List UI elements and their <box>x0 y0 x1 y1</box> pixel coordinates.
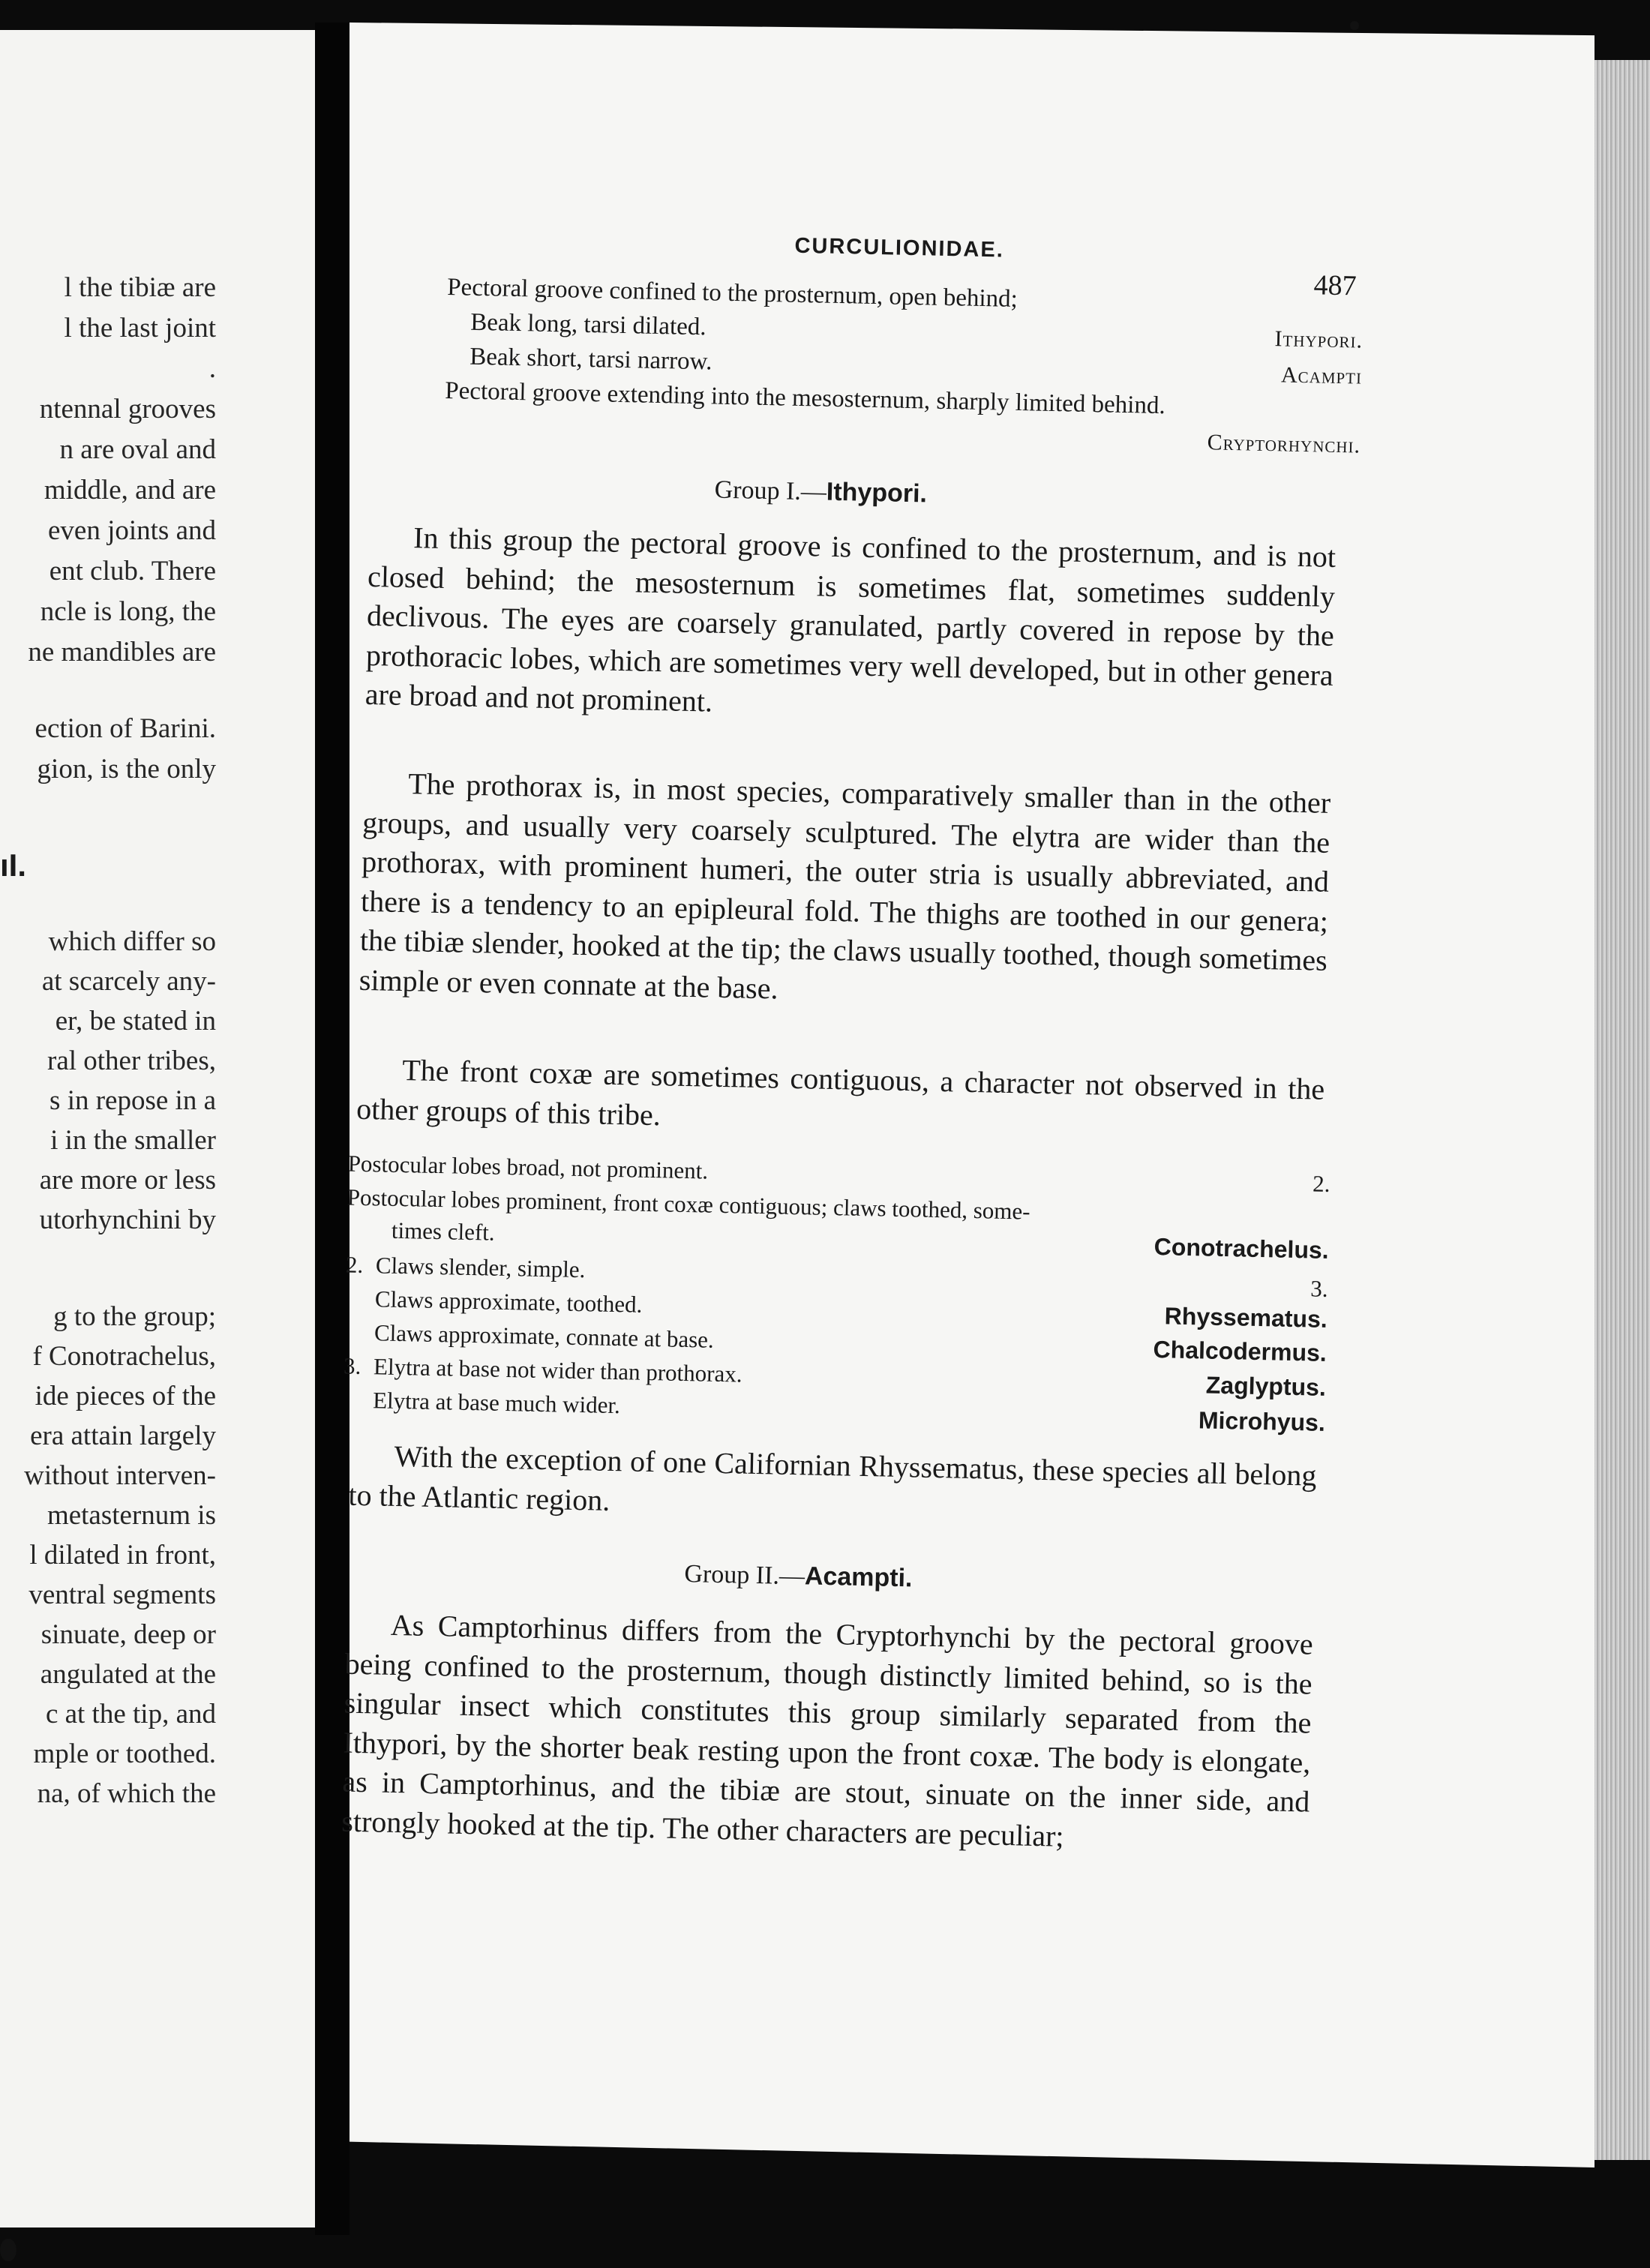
key-line: Elytra at base not wider than prothorax. <box>373 1353 742 1388</box>
left-line: ide pieces of the <box>34 1381 216 1412</box>
running-title: CURCULIONIDAE. <box>794 233 1005 262</box>
paragraph: The front coxæ are sometimes contiguous, a character not observed in the other groups of this tribe. <box>356 1053 1325 1132</box>
left-line: i in the smaller <box>50 1125 216 1156</box>
key-result: Ithypori. <box>1274 326 1364 353</box>
left-line: l dilated in front, <box>29 1540 216 1570</box>
book-gutter <box>315 22 350 2235</box>
key-result: Cryptorhynchi. <box>1207 430 1361 458</box>
left-line: at scarcely any- <box>41 966 216 997</box>
left-line: mple or toothed. <box>33 1738 216 1769</box>
scan-speck <box>0 2239 16 2261</box>
group-prefix: Group I.— <box>714 476 827 506</box>
key-line: Pectoral groove extending into the mesosternum, sharply limited behind. <box>445 377 1166 420</box>
key-number: 2. <box>345 1251 364 1278</box>
left-line: n are oval and <box>59 434 216 465</box>
key-line: Beak short, tarsi narrow. <box>469 343 712 376</box>
left-line: f Conotrachelus, <box>32 1341 216 1372</box>
left-line: without interven- <box>24 1460 216 1491</box>
key-line: Beak long, tarsi dilated. <box>470 308 706 341</box>
left-line: metasternum is <box>46 1500 216 1531</box>
left-line: ent club. There <box>49 556 216 586</box>
left-line: ntennal grooves <box>39 394 216 424</box>
left-heading: ıI. <box>0 848 27 883</box>
left-line: even joints and <box>47 515 216 546</box>
paragraph: As Camptorhinus differs from the Cryptorhynchi by the pectoral groove being confined to the prosternum, though distinctly limited behind, so is the singular insect which constitutes this group similarly separated from the Ithypori, by the shorter beak resting upon the front coxæ. The body is elongate, as in Camptorhinus, and the tibiæ are stout, sinuate on the inner side, and strongly hooked at the tip. The other characters are peculiar; <box>340 1607 1314 1853</box>
group-prefix: Group II.— <box>684 1560 806 1591</box>
group-name: Acampti. <box>804 1562 913 1593</box>
group-title <box>684 1559 913 1593</box>
paragraph: In this group the pectoral groove is confined to the prosternum, and is not closed behind; the mesosternum is sometimes flat, sometimes suddenly declivous. The eyes are coarsely granulated, partly covered in repose by the prothoracic lobes, which are sometimes very well developed, but in other genera are broad and not prominent. <box>364 520 1336 718</box>
scan-speck <box>1350 21 1359 30</box>
key-line: Claws approximate, connate at base. <box>374 1319 715 1353</box>
left-line: ncle is long, the <box>40 596 216 627</box>
key-line: times cleft. <box>391 1216 496 1246</box>
key-line: Postocular lobes prominent, front coxæ contiguous; claws toothed, some- <box>346 1184 1030 1225</box>
left-line: na, of which the <box>37 1778 216 1809</box>
paragraph: The prothorax is, in most species, comparatively smaller than in the other groups, and usually very coarsely sculptured. The elytra are wider than the prothorax, with prominent humeri, the outer stria is usually abbreviated, and there is a tendency to an epipleural fold. The thighs are toothed in our genera; the tibiæ slender, hooked at the tip; the claws usually toothed, though sometimes simple or even connate at the base. <box>358 766 1331 1005</box>
left-line: era attain largely <box>30 1420 216 1451</box>
left-line: s in repose in a <box>50 1085 216 1116</box>
left-line: l the tibiæ are <box>64 272 216 303</box>
left-line: gion, is the only <box>37 754 216 784</box>
key-result: 2. <box>1312 1170 1330 1197</box>
left-line: . <box>208 353 216 384</box>
left-line: c at the tip, and <box>45 1699 216 1730</box>
group-name: Ithypori. <box>826 477 928 508</box>
genus-name: Conotrachelus. <box>1154 1233 1330 1264</box>
genus-name: Rhyssematus. <box>1164 1302 1328 1333</box>
left-line: utorhynchini by <box>39 1204 216 1235</box>
genus-name: Microhyus. <box>1198 1406 1326 1436</box>
key-line: Postocular lobes broad, not prominent. <box>347 1150 709 1184</box>
key-result: 3. <box>1310 1275 1328 1302</box>
left-line: ne mandibles are <box>28 637 216 668</box>
left-line: ventral segments <box>28 1580 216 1610</box>
left-line: sinuate, deep or <box>40 1619 216 1650</box>
key-number: 3. <box>343 1352 362 1379</box>
key-line: Claws approximate, toothed. <box>374 1286 643 1318</box>
left-line: ection of Barini. <box>34 713 216 744</box>
left-line: g to the group; <box>53 1301 216 1332</box>
page-number: 487 <box>1313 269 1358 302</box>
left-facing-page <box>0 30 315 2228</box>
key-result: Acampti <box>1280 362 1363 389</box>
page-edge <box>1594 60 1650 2160</box>
left-line: ral other tribes, <box>47 1046 216 1076</box>
left-line: l the last joint <box>64 313 216 344</box>
group-title <box>714 476 927 509</box>
left-line: which differ so <box>48 926 216 957</box>
genus-name: Chalcodermus. <box>1153 1336 1328 1366</box>
left-line: middle, and are <box>44 475 216 506</box>
left-line: are more or less <box>39 1165 216 1196</box>
paragraph: With the exception of one Californian Rhyssematus, these species all belong to the Atlantic region. <box>348 1438 1317 1517</box>
left-line: angulated at the <box>40 1659 216 1690</box>
key-line: Claws slender, simple. <box>375 1252 586 1283</box>
key-line: Elytra at base much wider. <box>372 1387 621 1419</box>
key-line: Pectoral groove confined to the prosternum, open behind; <box>446 274 1018 313</box>
left-line: er, be stated in <box>55 1006 216 1036</box>
genus-name: Zaglyptus. <box>1205 1371 1327 1401</box>
